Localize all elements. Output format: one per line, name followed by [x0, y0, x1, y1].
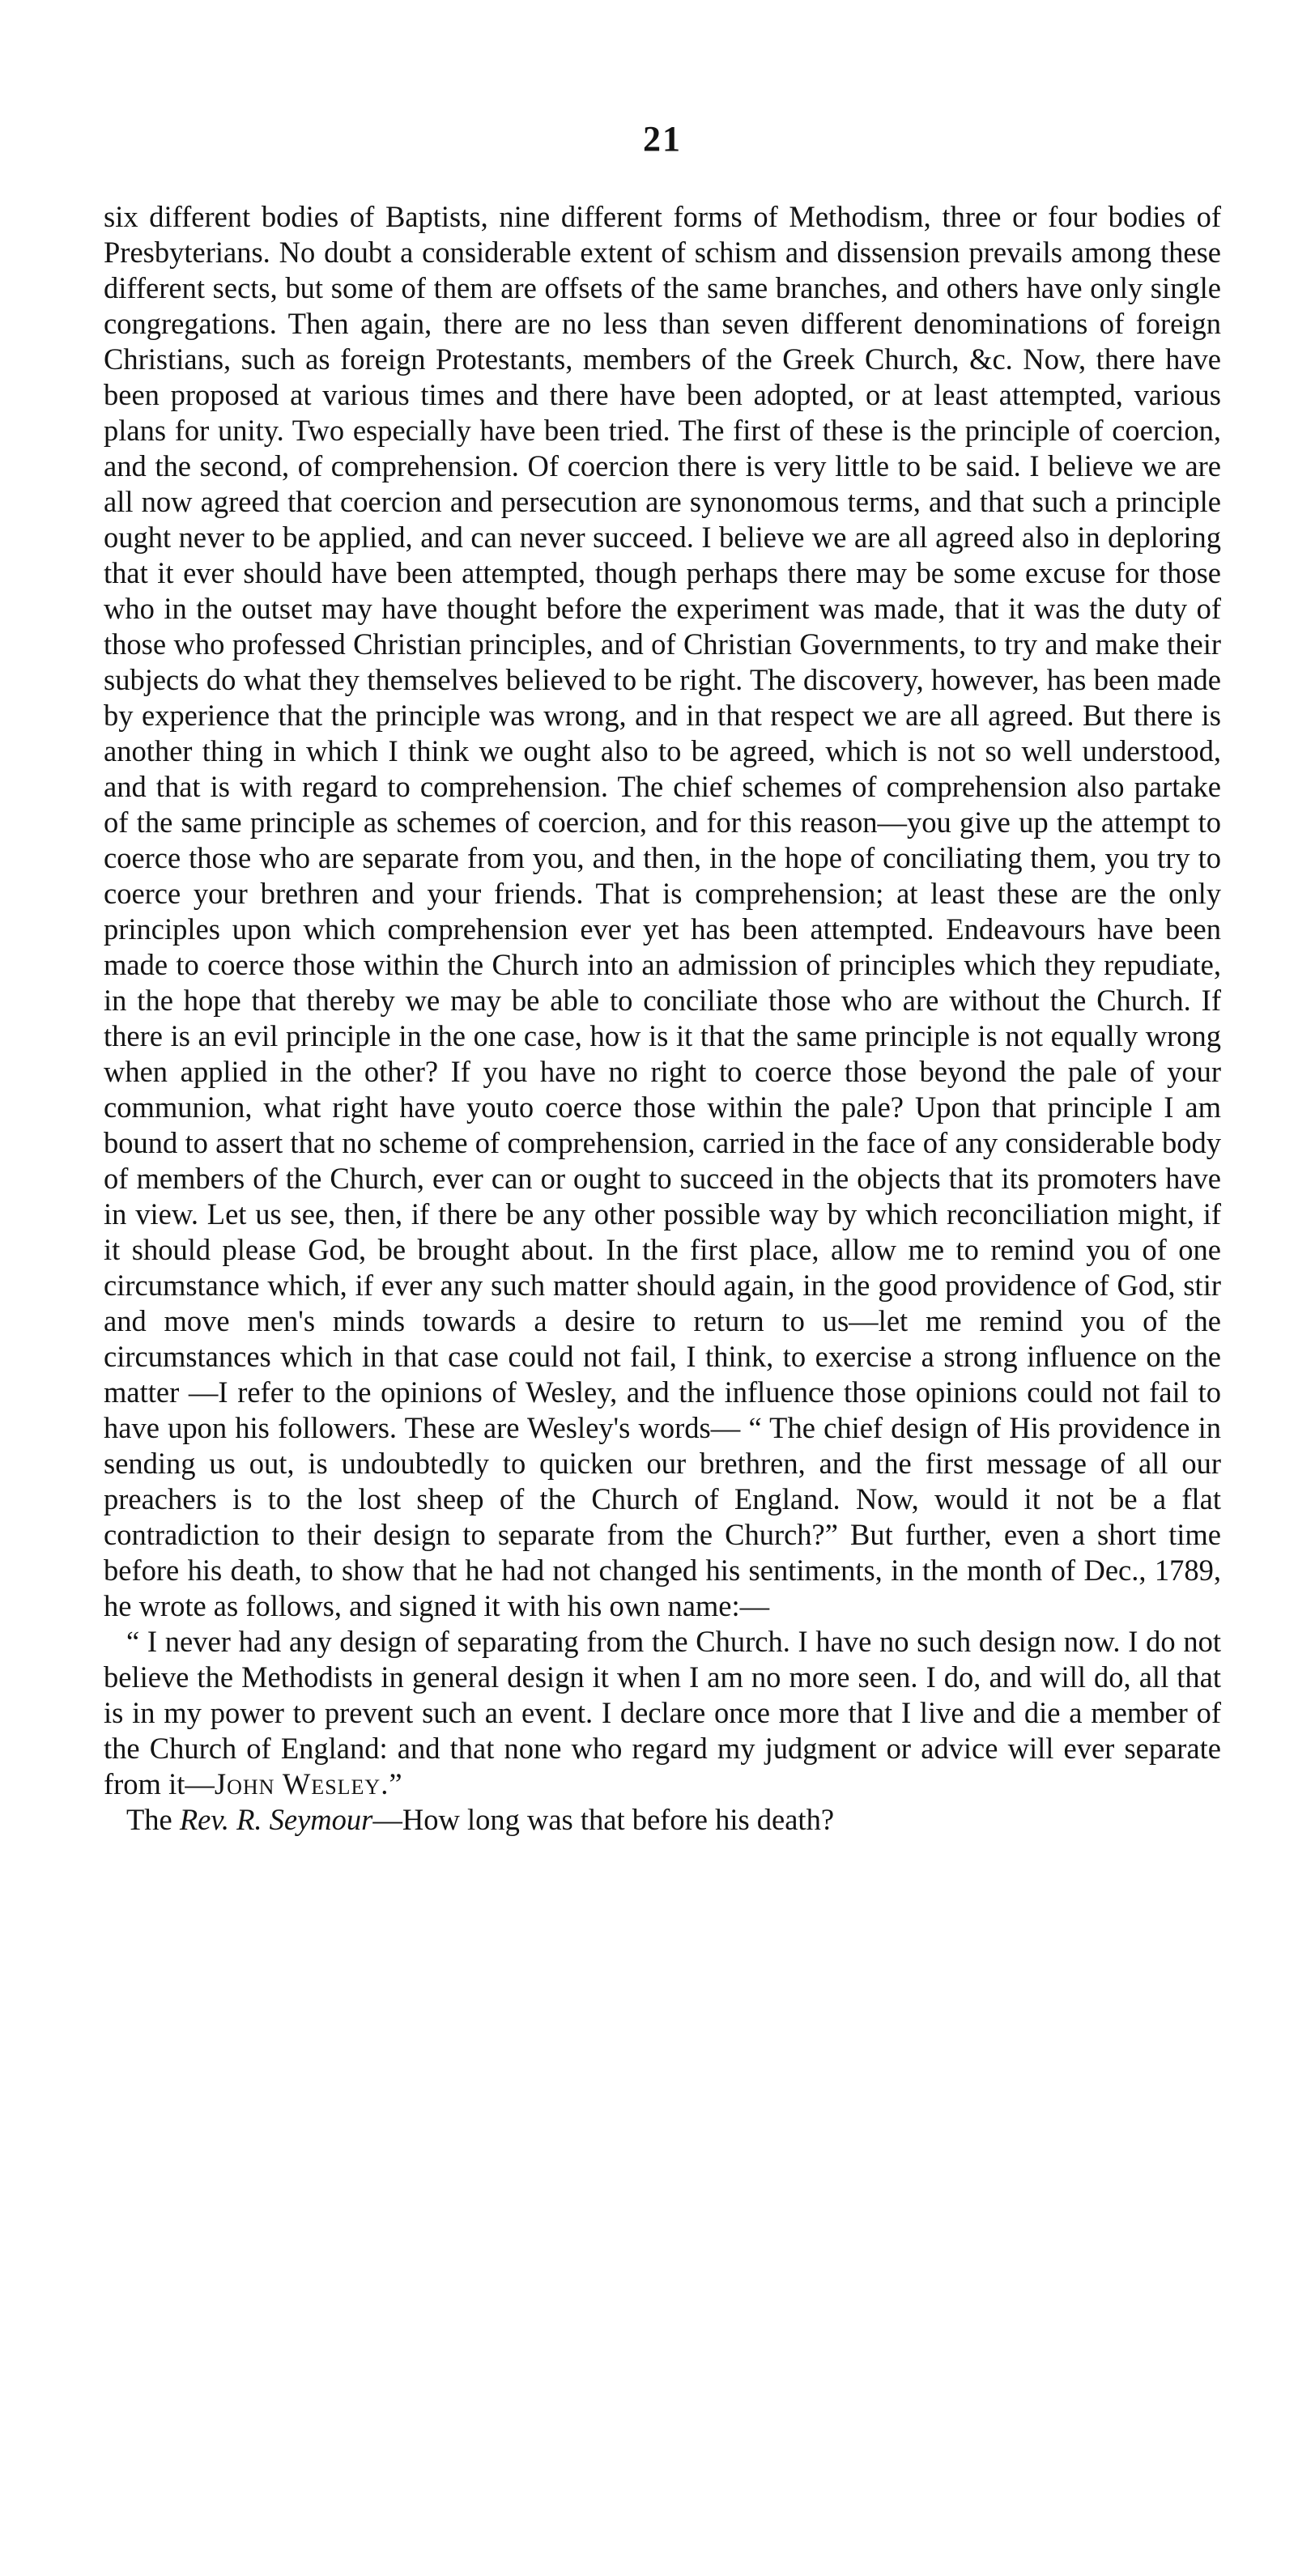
- speaker-question: —How long was that before his death?: [372, 1803, 835, 1836]
- speaker-prefix: The: [126, 1803, 172, 1836]
- main-paragraph: six different bodies of Baptists, nine different forms of Methodism, three or four bodies of Presbyterians. No doubt a considerable extent of schism and dissension prevails among these different sects, but some of them are offsets of the same branches, and others have only single congregations. Then again, there are no less than seven different denominations of foreign Christians, such as foreign Protestants, members of the Greek Church, &c. Now, there have been proposed at various times and there have been adopted, or at least attempted, various plans for unity. Two especially have been tried. The first of these is the principle of coercion, and the second, of comprehension. Of coercion there is very little to be said. I believe we are all now agreed that coercion and persecution are synonomous terms, and that such a principle ought never to be applied, and can never succeed. I believe we are all agreed also in deploring that it ever should have been attempted, though perhaps there may be some excuse for those who in the outset may have thought before the experiment was made, that it was the duty of those who professed Christian principles, and of Christian Governments, to try and make their subjects do what they themselves believed to be right. The discovery, however, has been made by experience that the principle was wrong, and in that respect we are all agreed. But there is another thing in which I think we ought also to be agreed, which is not so well understood, and that is with regard to comprehension. The chief schemes of comprehension also partake of the same principle as schemes of coercion, and for this reason—you give up the attempt to coerce those who are separate from you, and then, in the hope of conciliating them, you try to coerce your brethren and your friends. That is comprehension; at least these are the only principles upon which comprehension ever yet has been attempted. Endeavours have been made to coerce those within the Church into an admission of principles which they repudiate, in the hope that thereby we may be able to conciliate those who are without the Church. If there is an evil principle in the one case, how is it that the same principle is not equally wrong when applied in the other? If you have no right to coerce those beyond the pale of your communion, what right have youto coerce those within the pale? Upon that principle I am bound to assert that no scheme of comprehension, carried in the face of any considerable body of members of the Church, ever can or ought to succeed in the objects that its promoters have in view. Let us see, then, if there be any other possible way by which reconciliation might, if it should please God, be brought about. In the first place, allow me to remind you of one circumstance which, if ever any such matter should again, in the good providence of God, stir and move men's minds towards a desire to return to us—let me remind you of the circumstances which in that case could not fail, I think, to exercise a strong influence on the matter —I refer to the opinions of Wesley, and the influence those opinions could not fail to have upon his followers. These are Wesley's words— “ The chief design of His providence in sending us out, is undoubtedly to quicken our brethren, and the first message of all our preachers is to the lost sheep of the Church of England. Now, would it not be a flat contradiction to their design to separate from the Church?” But further, even a short time before his death, to show that he had not changed his sentiments, in the month of Dec., 1789, he wrote as follows, and signed it with his own name:—: [104, 200, 1221, 1622]
- speaker-name: Rev. R. Seymour: [179, 1803, 373, 1836]
- speaker-line: [104, 1802, 1221, 1838]
- quote-signature: John Wesley.: [214, 1767, 389, 1800]
- quote-text: “ I never had any design of separating from the Church. I have no such design now. I do not believe the Methodists in general design it when I am no more seen. I do, and will do, all that is in my power to prevent such an event. I declare once more that I live and die a member of the Church of England: and that none who regard my judgment or advice will ever separate from it—: [104, 1625, 1221, 1800]
- quote-close-mark: ”: [389, 1767, 402, 1800]
- page-number: 21: [643, 119, 682, 159]
- wesley-quote: [104, 1624, 1221, 1802]
- document-page: [104, 121, 1221, 1838]
- body-text: [104, 199, 1221, 1838]
